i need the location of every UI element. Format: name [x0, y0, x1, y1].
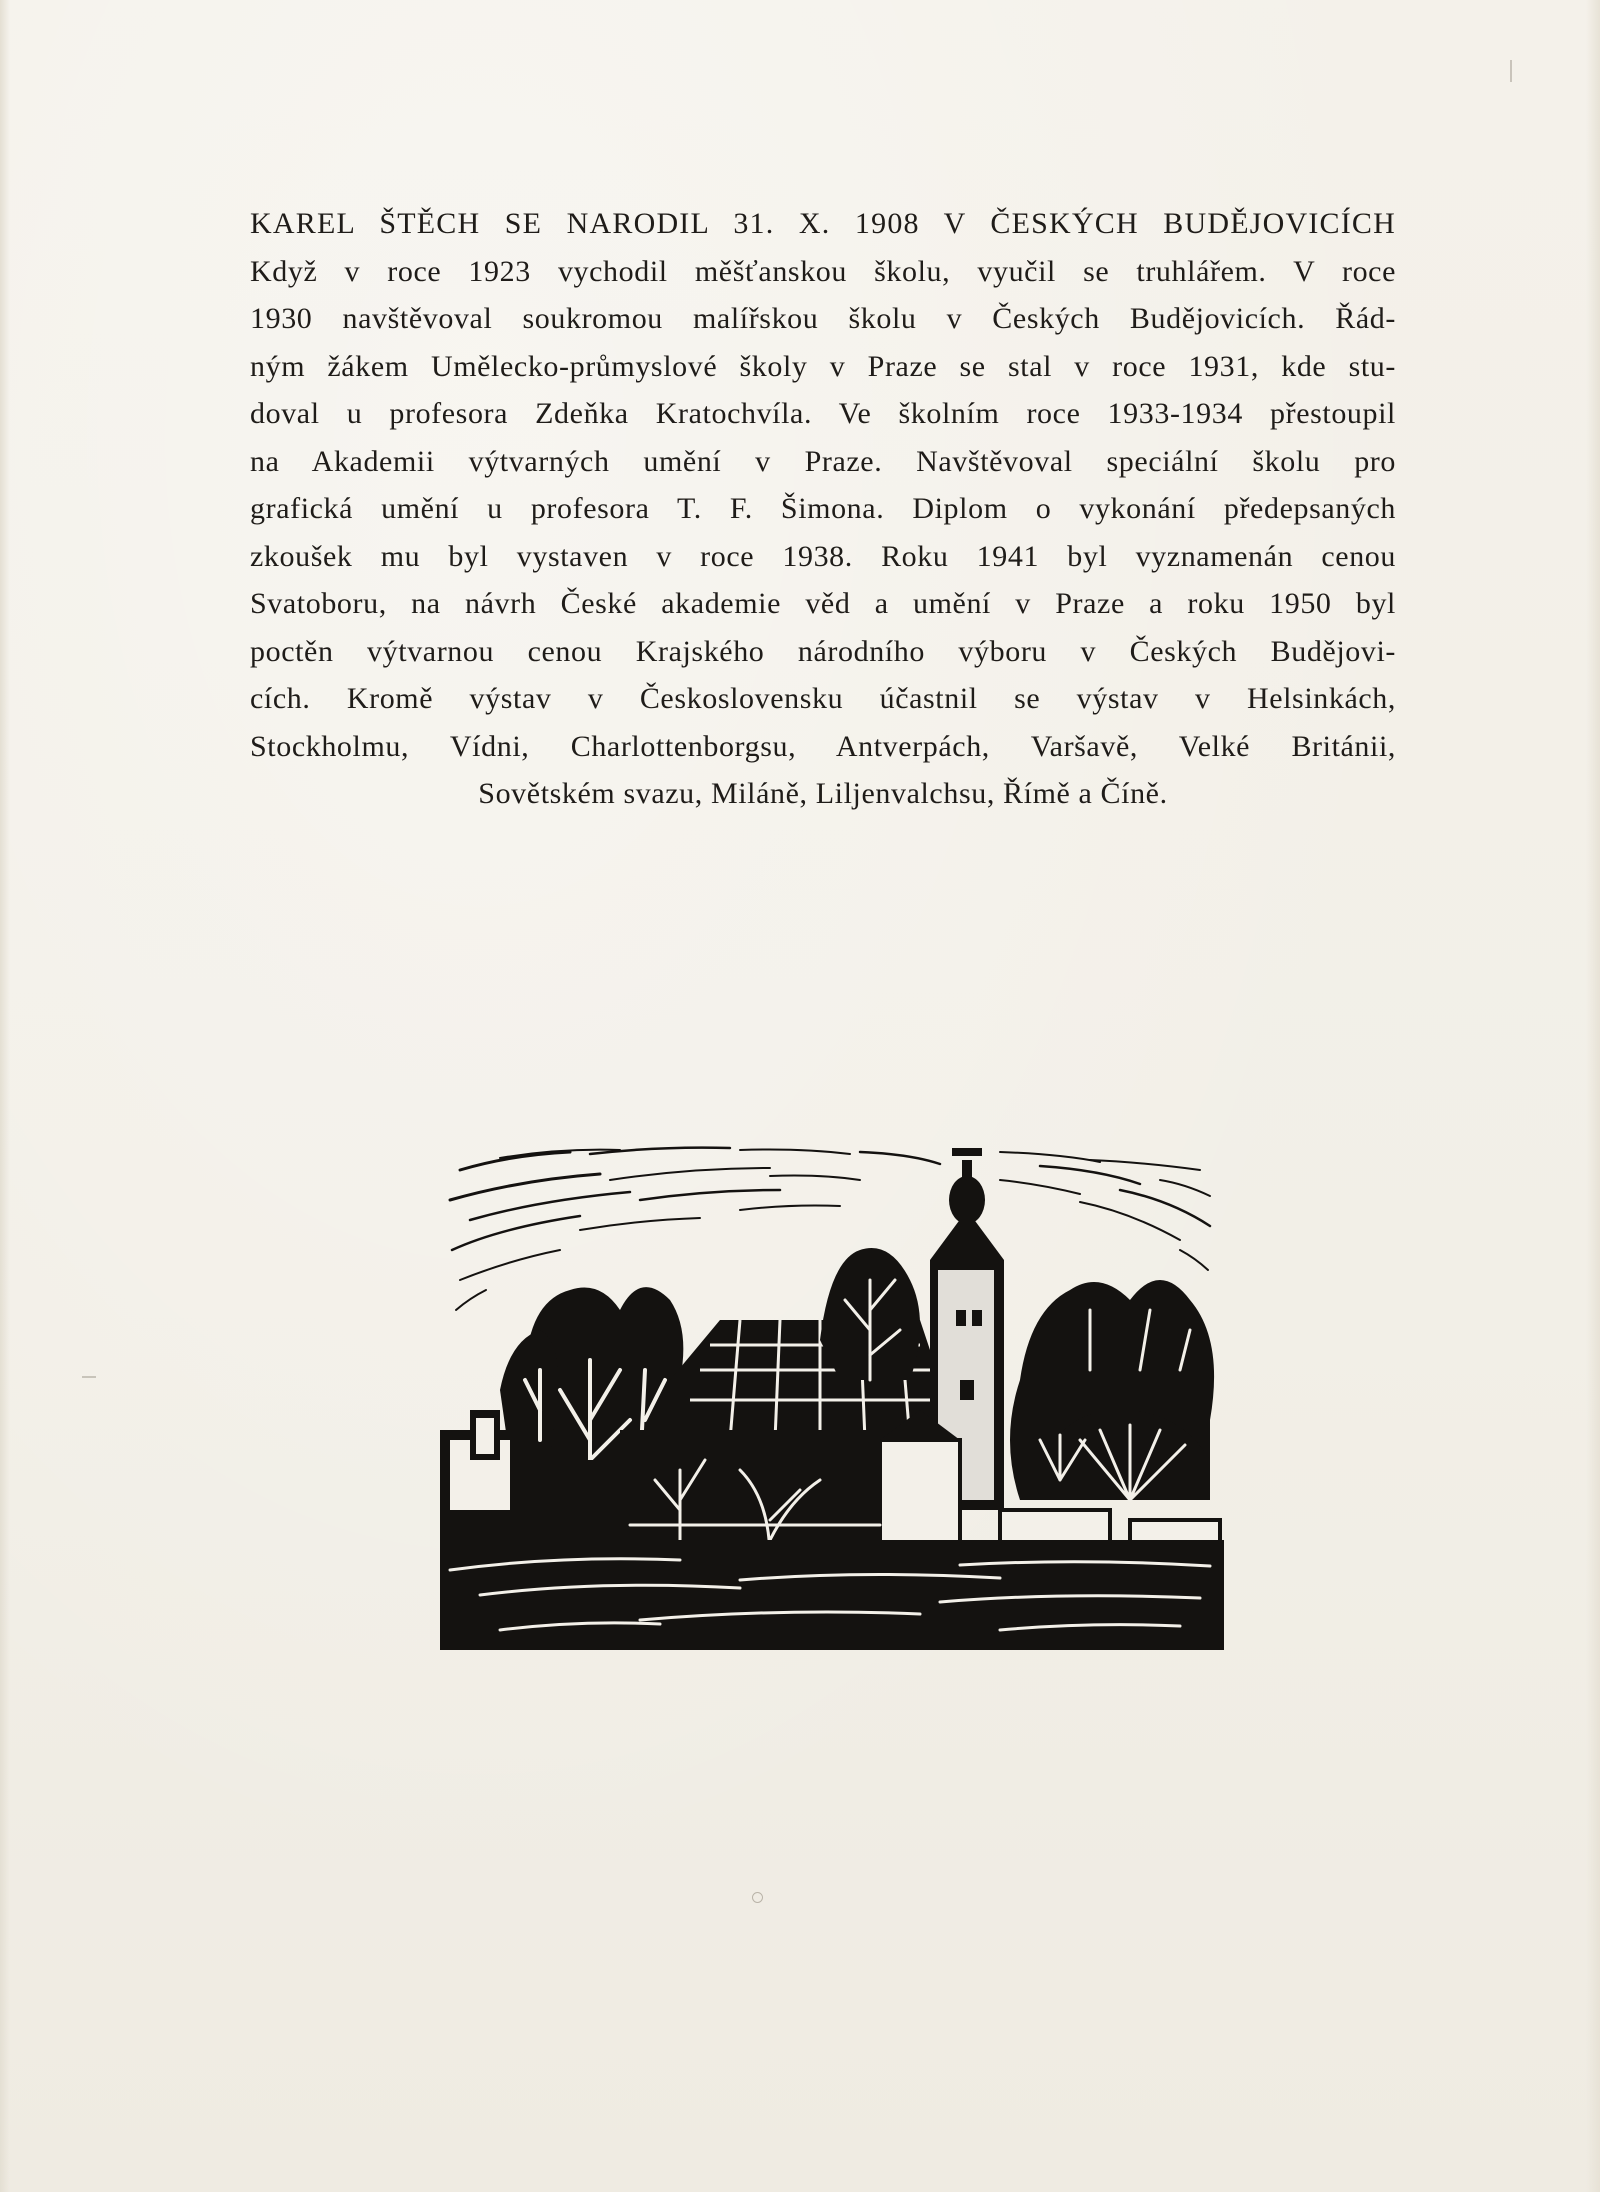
page-right-edge	[1586, 0, 1600, 2192]
page-left-edge	[0, 0, 10, 2192]
biography-line: Stockholmu, Vídni, Charlottenborgsu, Antverpách, Varšavě, Velké Británii,	[250, 729, 1396, 763]
biography-line: poctěn výtvarnou cenou Krajského národního výboru v Českých Budějovi-	[250, 634, 1396, 668]
biography-line: na Akademii výtvarných umění v Praze. Navštěvoval speciální školu pro	[250, 444, 1396, 478]
biography-line: 1930 navštěvoval soukromou malířskou školu v Českých Budějovicích. Řád-	[250, 302, 1396, 335]
biography-line: zkoušek mu byl vystaven v roce 1938. Roku 1941 byl vyznamenán cenou	[250, 539, 1396, 573]
biography-line: cích. Kromě výstav v Československu účastnil se výstav v Helsinkách,	[250, 682, 1396, 715]
right-trees	[1010, 1280, 1214, 1500]
paper-mark	[752, 1892, 763, 1903]
paper-speck	[1510, 60, 1512, 82]
biography-heading: KAREL ŠTĚCH SE NARODIL 31. X. 1908 V ČESKÝCH BUDĚJOVICÍCH	[250, 207, 1396, 240]
biography-text	[250, 200, 1396, 818]
woodcut-church-illustration	[440, 1140, 1224, 1650]
biography-line: ným žákem Umělecko-průmyslové školy v Praze se stal v roce 1931, kde stu-	[250, 349, 1396, 383]
biography-line: Když v roce 1923 vychodil měšťanskou školu, vyučil se truhlářem. V roce	[250, 254, 1396, 288]
paper-speck	[82, 1376, 96, 1378]
biography-line: Svatoboru, na návrh České akademie věd a umění v Praze a roku 1950 byl	[250, 587, 1396, 620]
biography-line: doval u profesora Zdeňka Kratochvíla. Ve školním roce 1933-1934 přestoupil	[250, 397, 1396, 430]
biography-line: grafická umění u profesora T. F. Šimona. Diplom o vykonání předepsaných	[250, 492, 1396, 525]
biography-last-line: Sovětském svazu, Miláně, Liljenvalchsu, Římě a Číně.	[478, 777, 1168, 810]
